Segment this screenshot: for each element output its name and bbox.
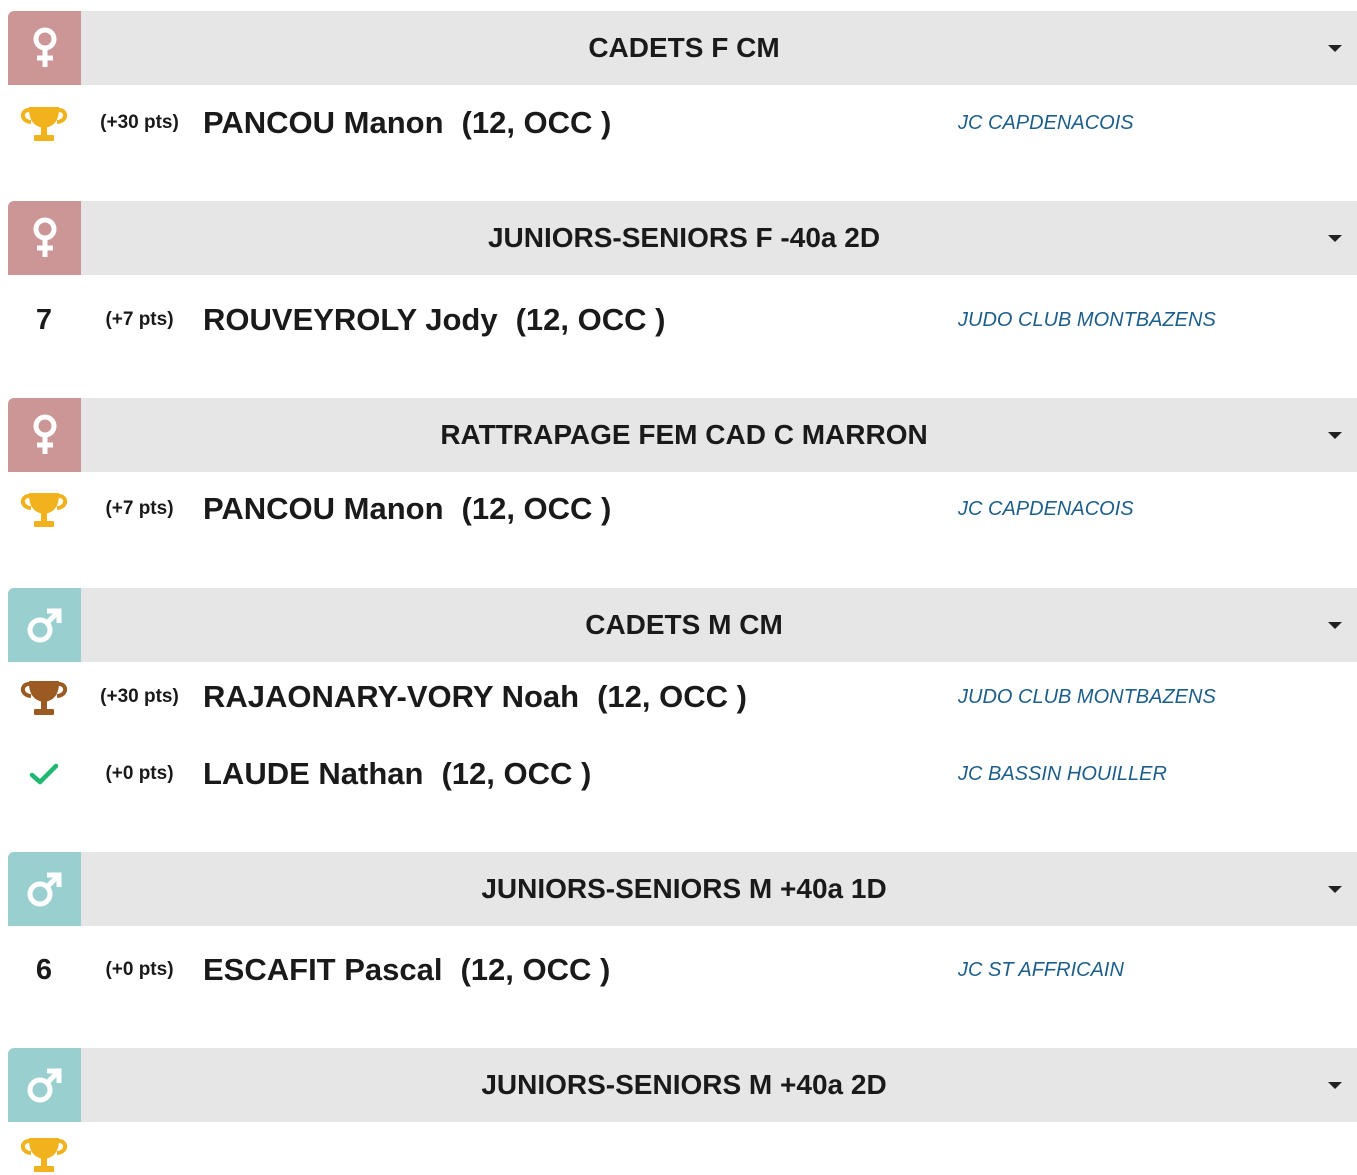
trophy-gold-icon [19, 1132, 69, 1175]
male-icon [25, 605, 65, 645]
rank-cell [14, 290, 74, 350]
points: (+7 pts) [105, 309, 174, 330]
rank-cell [14, 744, 74, 804]
check-icon [29, 762, 59, 786]
category-header[interactable] [8, 852, 1357, 926]
trophy-gold-icon [19, 101, 69, 145]
category-header[interactable] [8, 1048, 1357, 1122]
rank-cell [14, 940, 74, 1000]
points: (+30 pts) [100, 112, 179, 133]
trophy-bronze-icon [19, 675, 69, 719]
points: (+0 pts) [105, 763, 174, 784]
athlete-name: ESCAFIT Pascal [203, 952, 443, 987]
male-icon [25, 1065, 65, 1105]
club-link[interactable]: JUDO CLUB MONTBAZENS [958, 308, 1216, 331]
result-row [0, 479, 1357, 539]
result-row [0, 93, 1357, 153]
rank-number: 6 [35, 953, 53, 986]
athlete-name: RAJAONARY-VORY Noah [203, 679, 580, 714]
points: (+0 pts) [105, 959, 174, 980]
male-icon [25, 869, 65, 909]
athlete-name: ROUVEYROLY Jody [203, 302, 498, 337]
male-icon-badge [8, 588, 81, 662]
athlete-affiliation: (12, OCC ) [597, 679, 747, 714]
athlete-name: LAUDE Nathan [203, 756, 424, 791]
category-header[interactable] [8, 11, 1357, 85]
athlete [203, 667, 747, 727]
rank-cell [14, 667, 74, 727]
chevron-down-icon[interactable] [1328, 886, 1342, 893]
rank-cell [14, 1127, 74, 1175]
category-title: JUNIORS-SENIORS M +40a 2D [481, 1069, 887, 1100]
result-row [0, 290, 1357, 350]
rank-cell [14, 479, 74, 539]
trophy-gold-icon [19, 487, 69, 531]
result-row [0, 744, 1357, 804]
athlete [203, 93, 611, 153]
athlete [203, 479, 611, 539]
category-title: JUNIORS-SENIORS M +40a 1D [481, 873, 887, 904]
category-title: RATTRAPAGE FEM CAD C MARRON [440, 419, 928, 450]
female-icon-badge [8, 201, 81, 275]
female-icon-badge [8, 11, 81, 85]
athlete-name: PANCOU Manon [203, 105, 444, 140]
male-icon-badge [8, 1048, 81, 1122]
category-title: CADETS F CM [588, 32, 780, 63]
rank-cell [14, 93, 74, 153]
athlete [203, 940, 610, 1000]
chevron-down-icon[interactable] [1328, 432, 1342, 439]
chevron-down-icon[interactable] [1328, 235, 1342, 242]
club-link[interactable]: JUDO CLUB MONTBAZENS [958, 685, 1216, 708]
category-title: JUNIORS-SENIORS F -40a 2D [487, 222, 881, 253]
female-icon [30, 413, 60, 457]
female-icon [30, 216, 60, 260]
male-icon-badge [8, 852, 81, 926]
athlete-affiliation: (12, OCC ) [461, 105, 612, 140]
athlete-affiliation: (12, OCC ) [460, 952, 611, 987]
female-icon [30, 26, 60, 70]
athlete-affiliation: (12, OCC ) [441, 756, 592, 791]
female-icon-badge [8, 398, 81, 472]
points: (+7 pts) [105, 498, 174, 519]
club-link[interactable]: JC CAPDENACOIS [958, 497, 1134, 520]
club-link[interactable]: JC CAPDENACOIS [958, 111, 1134, 134]
athlete [203, 744, 591, 804]
athlete-affiliation: (12, OCC ) [461, 491, 612, 526]
chevron-down-icon[interactable] [1328, 1082, 1342, 1089]
category-header[interactable] [8, 588, 1357, 662]
club-link[interactable]: JC ST AFFRICAIN [958, 958, 1124, 981]
result-row [0, 667, 1357, 727]
points: (+30 pts) [100, 686, 179, 707]
category-header[interactable] [8, 201, 1357, 275]
club-link[interactable]: JC BASSIN HOUILLER [958, 762, 1167, 785]
category-header[interactable] [8, 398, 1357, 472]
result-row [0, 1127, 1357, 1175]
athlete-affiliation: (12, OCC ) [515, 302, 666, 337]
chevron-down-icon[interactable] [1328, 45, 1342, 52]
athlete-name: PANCOU Manon [203, 491, 444, 526]
athlete [203, 290, 665, 350]
result-row [0, 940, 1357, 1000]
chevron-down-icon[interactable] [1328, 622, 1342, 629]
rank-number: 7 [35, 303, 53, 336]
category-title: CADETS M CM [585, 609, 783, 640]
